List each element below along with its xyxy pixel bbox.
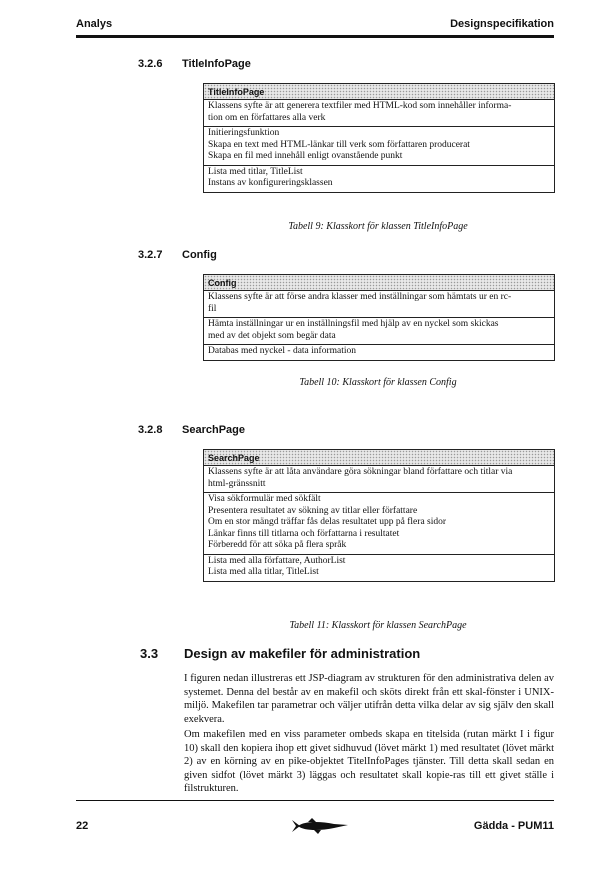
- card-collaborators: [204, 345, 554, 360]
- section-title: TitleInfoPage: [182, 58, 251, 70]
- class-card: [203, 83, 555, 193]
- table-caption: Tabell 9: Klasskort för klassen TitleInfoPage: [288, 221, 468, 232]
- chapter-heading: [140, 646, 420, 661]
- card-line: Lista med alla titlar, TitleList: [208, 567, 319, 577]
- card-purpose: [204, 466, 554, 493]
- section-heading: [138, 58, 251, 70]
- chapter-number: 3.3: [140, 646, 159, 661]
- section-title: SearchPage: [182, 424, 245, 436]
- table-caption: Tabell 11: Klasskort för klassen SearchPage: [289, 620, 467, 631]
- card-collaborators: [204, 555, 554, 581]
- section-number: 3.2.6: [138, 58, 163, 70]
- card-line: Skapa en text med HTML-länkar till verk som författaren producerat: [208, 139, 470, 150]
- body-paragraph: Om makefilen med en viss parameter ombeds skapa en titelsida (rutan märkt I i figur 10) skall den kopiera ihop ett givet sidhuvud (lövet märkt 1) med resultatet (lövet märkt 2) av en körning av en pike-objektet TitelInfoPages tjänster. Till detta skall sedan en given sidfot (lövet märkt 3) läggas och resultatet skall kopie-ras till ett givet ställe i filstrukturen.: [184, 729, 554, 794]
- card-line: Länkar finns till titlarna och författarna i resultatet: [208, 528, 400, 539]
- class-card-title: SearchPage: [204, 450, 554, 466]
- card-line: Lista med titlar, TitleList: [208, 166, 303, 177]
- section-heading: [138, 249, 217, 261]
- card-line: Instans av konfigureringsklassen: [208, 178, 333, 188]
- card-line: Klassens syfte är att låta användare göra sökningar bland författare och titlar via: [208, 467, 513, 477]
- class-card-title: TitleInfoPage: [204, 84, 554, 100]
- class-card: [203, 274, 555, 361]
- section-number: 3.2.8: [138, 424, 163, 436]
- card-line: Klassens syfte är att generera textfiler med HTML-kod som innehåller informa-: [208, 101, 512, 111]
- footer-right: Gädda - PUM11: [473, 820, 554, 832]
- header-rule: [76, 35, 554, 38]
- section-title: Config: [182, 249, 217, 261]
- header-right: Designspecifikation: [450, 18, 554, 30]
- section-heading: [138, 424, 245, 436]
- card-responsibilities: [204, 127, 554, 166]
- card-line: Hämta inställningar ur en inställningsfil med hjälp av en nyckel som skickas: [208, 319, 499, 329]
- card-line: tion om en författares alla verk: [208, 112, 326, 123]
- class-card: [203, 449, 555, 582]
- class-card-title: Config: [204, 275, 554, 291]
- page-header: [76, 18, 554, 32]
- card-line: Initieringsfunktion: [208, 128, 280, 138]
- card-line: med av det objekt som begär data: [208, 330, 336, 341]
- card-line: Förberedd för att söka på flera språk: [208, 540, 347, 550]
- card-line: Databas med nyckel - data information: [208, 346, 356, 356]
- pike-fish-logo-icon: [290, 817, 350, 835]
- card-purpose: [204, 291, 554, 318]
- card-line: html-gränssnitt: [208, 478, 266, 489]
- body-paragraph: I figuren nedan illustreras ett JSP-diagram av strukturen för den administrativa delen av systemet. Denna del består av en makefil och sköts direkt från ett skal-fönster i UNIX-miljö. Makefilen tar parametrar och väljer utifrån detta vilka delar av sig själv den skall exekvera.: [184, 673, 554, 725]
- card-line: Presentera resultatet av sökning av titlar eller författare: [208, 505, 418, 516]
- section-number: 3.2.7: [138, 249, 163, 261]
- card-purpose: [204, 100, 554, 127]
- table-caption: Tabell 10: Klasskort för klassen Config: [299, 377, 457, 388]
- card-responsibilities: [204, 318, 554, 345]
- header-left: Analys: [76, 18, 113, 30]
- card-line: Om en stor mängd träffar fås delas resultatet upp på flera sidor: [208, 517, 447, 527]
- page-number: 22: [76, 820, 89, 832]
- card-line: Lista med alla författare, AuthorList: [208, 555, 346, 566]
- card-line: fil: [208, 303, 217, 314]
- card-collaborators: [204, 166, 554, 192]
- card-line: Visa sökformulär med sökfält: [208, 494, 321, 504]
- card-line: Skapa en fil med innehåll enligt ovanstående punkt: [208, 151, 403, 161]
- footer-rule: [76, 800, 554, 801]
- card-line: Klassens syfte är att förse andra klasser med inställningar som hämtats ur en rc-: [208, 292, 512, 302]
- chapter-title: Design av makefiler för administration: [184, 646, 421, 661]
- card-responsibilities: [204, 493, 554, 555]
